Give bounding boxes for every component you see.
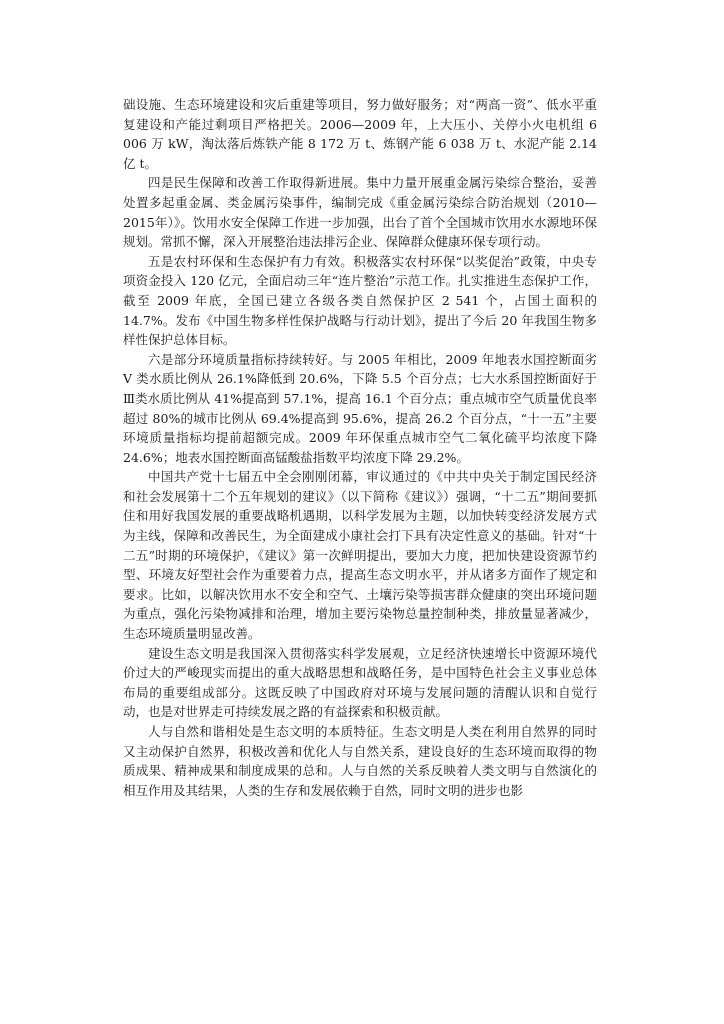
paragraph-rural-ecology: 五是农村环保和生态保护有力有效。积极落实农村环保“以奖促治”政策，中央专项资金投入 120 亿元，全面启动三年“连片整治”示范工作。扎实推进生态保护工作，截至 2009 年底，全国已建立各级各类自然保护区 2 541 个，占国土面积的 14.7%。发布《中国生物多样性保护战略与行动计划》，提出了今后 20 年我国生物多样性保护总体目标。: [123, 253, 597, 348]
body-text: [123, 95, 597, 800]
paragraph-harmony-with-nature: 人与自然和谐相处是生态文明的本质特征。生态文明是人类在利用自然界的同时又主动保护自然界，积极改善和优化人与自然关系，建设良好的生态环境而取得的物质成果、精神成果和制度成果的总和。人与自然的关系反映着人类文明与自然演化的相互作用及其结果，人类的生存和发展依赖于自然，同时文明的进步也影: [123, 724, 597, 798]
paragraph-livelihood: 四是民生保障和改善工作取得新进展。集中力量开展重金属污染综合整治，妥善处置多起重金属、类金属污染事件，编制完成《重金属污染综合防治规划（2010—2015年）》。饮用水安全保障工作进一步加强，出台了首个全国城市饮用水水源地环保规划。常抓不懈，深入开展整治违法排污企业、保障群众健康环保专项行动。: [123, 175, 597, 250]
paragraph-fifth-plenum: 中国共产党十七届五中全会刚刚闭幕，审议通过的《中共中央关于制定国民经济和社会发展第十二个五年规划的建议》（以下简称《建议》）强调，“十二五”期间要抓住和用好我国发展的重要战略机遇期，以科学发展为主题，以加快转变经济发展方式为主线，保障和改善民生，为全面建成小康社会打下具有决定性意义的基础。针对“十二五”时期的环境保护，《建议》第一次鲜明提出，要加大力度，把加快建设资源节约型、环境友好型社会作为重要着力点，提高生态文明水平，并从诸多方面作了规定和要求。比如，以解决饮用水不安全和空气、土壤污染等损害群众健康的突出环境问题为重点，强化污染物减排和治理，增加主要污染物总量控制种类，排放量显著减少，生态环境质量明显改善。: [123, 469, 597, 642]
paragraph-continued: 础设施、生态环境建设和灾后重建等项目，努力做好服务；对“两高一资”、低水平重复建设和产能过剩项目严格把关。2006—2009 年，上大压小、关停小火电机组 6 006 万 kW，淘汰落后炼铁产能 8 172 万 t、炼钢产能 6 038 万 t、水泥产能 2.14 亿 t。: [123, 97, 597, 171]
paragraph-ecological-civilization: 建设生态文明是我国深入贯彻落实科学发展观，立足经济快速增长中资源环境代价过大的严峻现实而提出的重大战略思想和战略任务，是中国特色社会主义事业总体布局的重要组成部分。这既反映了中国政府对环境与发展问题的清醒认识和自觉行动，也是对世界走可持续发展之路的有益探索和积极贡献。: [123, 645, 597, 720]
paragraph-environment-quality: 六是部分环境质量指标持续转好。与 2005 年相比，2009 年地表水国控断面劣 V 类水质比例从 26.1%降低到 20.6%，下降 5.5 个百分点；七大水系国控断面好于Ⅲ类水质比例从 41%提高到 57.1%，提高 16.1 个百分点；重点城市空气质量优良率超过 80%的城市比例从 69.4%提高到 95.6%，提高 26.2 个百分点，“十一五”主要环境质量指标均提前超额完成。2009 年环保重点城市空气二氧化硫平均浓度下降 24.6%；地表水国控断面高锰酸盐指数平均浓度下降 29.2%。: [123, 351, 597, 465]
